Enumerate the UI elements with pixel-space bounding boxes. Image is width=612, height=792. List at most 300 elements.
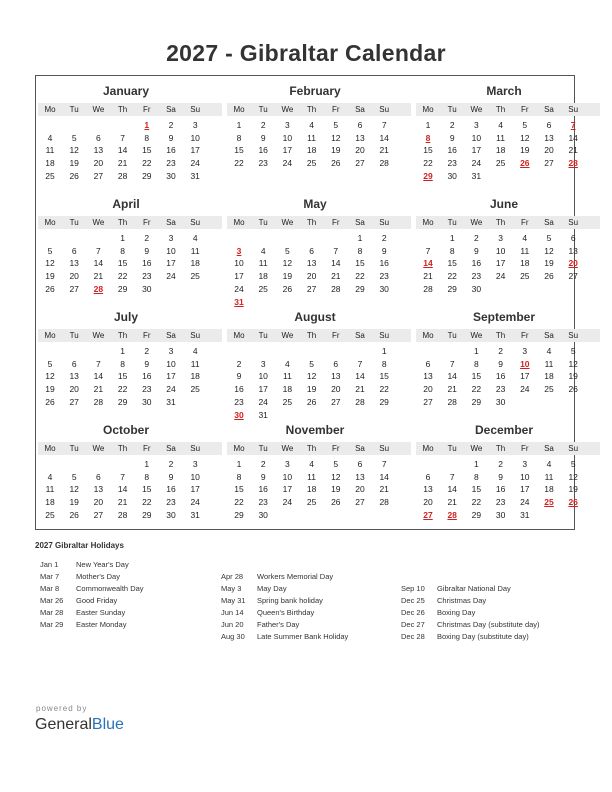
day-cell[interactable]: 6 xyxy=(96,471,101,482)
day-cell[interactable]: 9 xyxy=(260,471,266,482)
day-cell[interactable]: 7 xyxy=(381,459,387,469)
day-cell[interactable]: 20 xyxy=(355,145,365,156)
day-cell[interactable]: 29 xyxy=(379,396,389,407)
day-cell[interactable]: 31 xyxy=(471,170,482,181)
day-cell[interactable]: 24 xyxy=(166,384,176,395)
day-cell[interactable]: 7 xyxy=(120,132,125,143)
holiday-day-cell[interactable]: 20 xyxy=(568,258,578,269)
day-cell[interactable]: 23 xyxy=(166,158,176,169)
day-cell[interactable]: 1 xyxy=(425,120,431,130)
day-cell[interactable]: 3 xyxy=(192,459,198,469)
day-cell[interactable]: 18 xyxy=(306,145,317,156)
day-cell[interactable]: 7 xyxy=(357,358,363,369)
day-cell[interactable]: 12 xyxy=(520,132,530,143)
day-cell[interactable]: 27 xyxy=(544,158,554,169)
day-cell[interactable]: 5 xyxy=(47,358,53,369)
day-cell[interactable]: 14 xyxy=(331,258,341,269)
day-cell[interactable]: 16 xyxy=(379,258,389,269)
day-cell[interactable]: 10 xyxy=(190,471,200,482)
day-cell[interactable]: 2 xyxy=(474,233,479,243)
day-cell[interactable]: 22 xyxy=(142,497,152,508)
day-cell[interactable]: 3 xyxy=(168,346,174,356)
day-cell[interactable]: 16 xyxy=(258,484,268,495)
day-cell[interactable]: 17 xyxy=(166,371,176,382)
day-cell[interactable]: 14 xyxy=(117,145,128,156)
day-cell[interactable]: 18 xyxy=(544,371,554,382)
day-cell[interactable]: 27 xyxy=(331,396,341,407)
day-cell[interactable]: 1 xyxy=(236,459,242,469)
day-cell[interactable]: 12 xyxy=(331,132,341,143)
day-cell[interactable]: 21 xyxy=(568,145,578,156)
day-cell[interactable]: 23 xyxy=(166,497,176,508)
day-cell[interactable]: 20 xyxy=(69,271,79,282)
day-cell[interactable]: 24 xyxy=(282,158,293,169)
day-cell[interactable]: 8 xyxy=(357,245,363,256)
day-cell[interactable]: 11 xyxy=(282,371,292,382)
day-cell[interactable]: 18 xyxy=(190,371,200,382)
day-cell[interactable]: 15 xyxy=(117,371,128,382)
day-cell[interactable]: 17 xyxy=(471,145,482,156)
day-cell[interactable]: 6 xyxy=(333,358,339,369)
day-cell[interactable]: 18 xyxy=(190,258,200,269)
day-cell[interactable]: 22 xyxy=(447,271,457,282)
day-cell[interactable]: 1 xyxy=(449,233,455,243)
day-cell[interactable]: 24 xyxy=(234,283,244,294)
day-cell[interactable]: 20 xyxy=(544,145,554,156)
day-cell[interactable]: 5 xyxy=(309,358,314,369)
day-cell[interactable]: 12 xyxy=(282,258,293,269)
day-cell[interactable]: 21 xyxy=(379,484,389,495)
day-cell[interactable]: 3 xyxy=(285,120,290,130)
day-cell[interactable]: 12 xyxy=(331,471,341,482)
day-cell[interactable]: 2 xyxy=(498,459,503,469)
day-cell[interactable]: 10 xyxy=(166,358,176,369)
day-cell[interactable]: 22 xyxy=(117,384,128,395)
day-cell[interactable]: 13 xyxy=(355,132,365,143)
day-cell[interactable]: 16 xyxy=(447,145,457,156)
day-cell[interactable]: 4 xyxy=(47,132,53,143)
day-cell[interactable]: 13 xyxy=(69,258,79,269)
holiday-day-cell[interactable]: 27 xyxy=(423,509,433,520)
day-cell[interactable]: 6 xyxy=(357,459,363,469)
day-cell[interactable]: 18 xyxy=(282,384,293,395)
day-cell[interactable]: 27 xyxy=(355,158,365,169)
day-cell[interactable]: 3 xyxy=(260,358,266,369)
day-cell[interactable]: 25 xyxy=(520,271,530,282)
day-cell[interactable]: 6 xyxy=(309,245,314,256)
holiday-day-cell[interactable]: 29 xyxy=(423,170,433,181)
day-cell[interactable]: 28 xyxy=(331,283,341,294)
day-cell[interactable]: 17 xyxy=(520,484,530,495)
holiday-day-cell[interactable]: 25 xyxy=(544,497,554,508)
day-cell[interactable]: 31 xyxy=(190,509,200,520)
day-cell[interactable]: 8 xyxy=(236,471,242,482)
day-cell[interactable]: 26 xyxy=(331,158,341,169)
day-cell[interactable]: 23 xyxy=(471,271,482,282)
day-cell[interactable]: 11 xyxy=(544,471,554,482)
day-cell[interactable]: 18 xyxy=(45,158,55,169)
day-cell[interactable]: 6 xyxy=(71,358,77,369)
holiday-day-cell[interactable]: 1 xyxy=(144,120,150,130)
day-cell[interactable]: 20 xyxy=(355,484,365,495)
day-cell[interactable]: 26 xyxy=(282,283,293,294)
day-cell[interactable]: 5 xyxy=(47,245,53,256)
day-cell[interactable]: 10 xyxy=(234,258,244,269)
day-cell[interactable]: 3 xyxy=(192,120,198,130)
day-cell[interactable]: 31 xyxy=(190,170,200,181)
day-cell[interactable]: 24 xyxy=(520,384,530,395)
day-cell[interactable]: 9 xyxy=(144,358,150,369)
day-cell[interactable]: 15 xyxy=(234,145,244,156)
day-cell[interactable]: 13 xyxy=(544,132,554,143)
day-cell[interactable]: 16 xyxy=(234,384,244,395)
day-cell[interactable]: 29 xyxy=(142,509,152,520)
day-cell[interactable]: 5 xyxy=(522,120,528,130)
day-cell[interactable]: 1 xyxy=(120,346,125,356)
day-cell[interactable]: 14 xyxy=(447,484,457,495)
day-cell[interactable]: 30 xyxy=(258,509,268,520)
day-cell[interactable]: 29 xyxy=(471,509,482,520)
day-cell[interactable]: 21 xyxy=(447,384,457,395)
day-cell[interactable]: 28 xyxy=(447,396,457,407)
day-cell[interactable]: 11 xyxy=(45,484,55,495)
day-cell[interactable]: 19 xyxy=(282,271,293,282)
day-cell[interactable]: 23 xyxy=(258,497,268,508)
day-cell[interactable]: 20 xyxy=(93,497,104,508)
day-cell[interactable]: 24 xyxy=(258,396,268,407)
day-cell[interactable]: 25 xyxy=(282,396,293,407)
day-cell[interactable]: 8 xyxy=(381,358,387,369)
day-cell[interactable]: 15 xyxy=(471,484,482,495)
day-cell[interactable]: 13 xyxy=(423,371,433,382)
day-cell[interactable]: 15 xyxy=(471,371,482,382)
day-cell[interactable]: 20 xyxy=(93,158,104,169)
day-cell[interactable]: 14 xyxy=(355,371,365,382)
day-cell[interactable]: 12 xyxy=(69,484,79,495)
day-cell[interactable]: 26 xyxy=(306,396,317,407)
day-cell[interactable]: 29 xyxy=(117,396,128,407)
holiday-day-cell[interactable]: 30 xyxy=(234,409,244,420)
day-cell[interactable]: 19 xyxy=(568,371,578,382)
day-cell[interactable]: 10 xyxy=(258,371,268,382)
day-cell[interactable]: 7 xyxy=(333,245,339,256)
day-cell[interactable]: 17 xyxy=(166,258,176,269)
day-cell[interactable]: 30 xyxy=(379,283,389,294)
day-cell[interactable]: 5 xyxy=(333,459,339,469)
day-cell[interactable]: 10 xyxy=(166,245,176,256)
day-cell[interactable]: 18 xyxy=(544,484,554,495)
day-cell[interactable]: 3 xyxy=(474,120,479,130)
day-cell[interactable]: 24 xyxy=(282,497,293,508)
day-cell[interactable]: 14 xyxy=(379,471,389,482)
day-cell[interactable]: 11 xyxy=(190,358,200,369)
day-cell[interactable]: 7 xyxy=(425,245,431,256)
day-cell[interactable]: 27 xyxy=(93,509,104,520)
day-cell[interactable]: 27 xyxy=(568,271,578,282)
day-cell[interactable]: 18 xyxy=(495,145,506,156)
day-cell[interactable]: 17 xyxy=(258,384,268,395)
day-cell[interactable]: 12 xyxy=(568,471,578,482)
day-cell[interactable]: 10 xyxy=(282,132,293,143)
day-cell[interactable]: 5 xyxy=(71,471,77,482)
day-cell[interactable]: 4 xyxy=(285,358,290,369)
day-cell[interactable]: 9 xyxy=(474,245,479,256)
day-cell[interactable]: 29 xyxy=(471,396,482,407)
day-cell[interactable]: 5 xyxy=(71,132,77,143)
day-cell[interactable]: 16 xyxy=(495,371,506,382)
day-cell[interactable]: 26 xyxy=(69,509,79,520)
day-cell[interactable]: 26 xyxy=(331,497,341,508)
day-cell[interactable]: 16 xyxy=(142,258,152,269)
day-cell[interactable]: 27 xyxy=(306,283,317,294)
day-cell[interactable]: 26 xyxy=(568,384,578,395)
day-cell[interactable]: 12 xyxy=(69,145,79,156)
holiday-day-cell[interactable]: 10 xyxy=(520,358,530,369)
day-cell[interactable]: 11 xyxy=(520,245,530,256)
day-cell[interactable]: 11 xyxy=(307,471,316,482)
day-cell[interactable]: 9 xyxy=(236,371,242,382)
day-cell[interactable]: 30 xyxy=(495,509,506,520)
holiday-day-cell[interactable]: 28 xyxy=(447,509,457,520)
day-cell[interactable]: 16 xyxy=(166,145,176,156)
day-cell[interactable]: 30 xyxy=(142,283,152,294)
day-cell[interactable]: 6 xyxy=(96,132,101,143)
day-cell[interactable]: 2 xyxy=(260,120,266,130)
holiday-day-cell[interactable]: 28 xyxy=(568,158,578,169)
day-cell[interactable]: 31 xyxy=(520,509,530,520)
day-cell[interactable]: 4 xyxy=(47,471,53,482)
day-cell[interactable]: 23 xyxy=(258,158,268,169)
day-cell[interactable]: 7 xyxy=(96,358,101,369)
day-cell[interactable]: 6 xyxy=(570,233,576,243)
day-cell[interactable]: 25 xyxy=(544,384,554,395)
day-cell[interactable]: 13 xyxy=(568,245,578,256)
day-cell[interactable]: 13 xyxy=(69,371,79,382)
day-cell[interactable]: 9 xyxy=(144,245,150,256)
day-cell[interactable]: 23 xyxy=(142,384,152,395)
day-cell[interactable]: 21 xyxy=(331,271,341,282)
day-cell[interactable]: 8 xyxy=(449,245,455,256)
day-cell[interactable]: 19 xyxy=(544,258,554,269)
day-cell[interactable]: 19 xyxy=(45,271,55,282)
day-cell[interactable]: 29 xyxy=(142,170,152,181)
day-cell[interactable]: 29 xyxy=(117,283,128,294)
day-cell[interactable]: 21 xyxy=(117,158,128,169)
day-cell[interactable]: 13 xyxy=(331,371,341,382)
day-cell[interactable]: 14 xyxy=(379,132,389,143)
day-cell[interactable]: 26 xyxy=(69,170,79,181)
day-cell[interactable]: 24 xyxy=(190,497,200,508)
day-cell[interactable]: 15 xyxy=(447,258,457,269)
day-cell[interactable]: 11 xyxy=(190,245,200,256)
day-cell[interactable]: 14 xyxy=(568,132,578,143)
brand-logo[interactable] xyxy=(35,716,124,734)
day-cell[interactable]: 5 xyxy=(285,245,290,256)
day-cell[interactable]: 10 xyxy=(282,471,293,482)
day-cell[interactable]: 21 xyxy=(447,497,457,508)
day-cell[interactable]: 10 xyxy=(520,471,530,482)
day-cell[interactable]: 24 xyxy=(520,497,530,508)
day-cell[interactable]: 21 xyxy=(355,384,365,395)
day-cell[interactable]: 9 xyxy=(498,471,503,482)
day-cell[interactable]: 3 xyxy=(285,459,290,469)
day-cell[interactable]: 1 xyxy=(144,459,150,469)
day-cell[interactable]: 22 xyxy=(117,271,128,282)
day-cell[interactable]: 20 xyxy=(69,384,79,395)
holiday-day-cell[interactable]: 31 xyxy=(234,296,244,307)
day-cell[interactable]: 19 xyxy=(568,484,578,495)
day-cell[interactable]: 24 xyxy=(495,271,506,282)
day-cell[interactable]: 21 xyxy=(379,145,389,156)
day-cell[interactable]: 17 xyxy=(234,271,244,282)
day-cell[interactable]: 11 xyxy=(544,358,554,369)
day-cell[interactable]: 19 xyxy=(69,497,79,508)
day-cell[interactable]: 9 xyxy=(381,245,387,256)
day-cell[interactable]: 8 xyxy=(144,471,150,482)
day-cell[interactable]: 20 xyxy=(306,271,317,282)
day-cell[interactable]: 23 xyxy=(495,497,506,508)
day-cell[interactable]: 25 xyxy=(306,497,317,508)
day-cell[interactable]: 21 xyxy=(423,271,433,282)
day-cell[interactable]: 4 xyxy=(309,120,314,130)
day-cell[interactable]: 5 xyxy=(570,346,576,356)
day-cell[interactable]: 11 xyxy=(496,132,505,143)
day-cell[interactable]: 4 xyxy=(546,459,552,469)
day-cell[interactable]: 16 xyxy=(166,484,176,495)
day-cell[interactable]: 21 xyxy=(117,497,128,508)
day-cell[interactable]: 19 xyxy=(520,145,530,156)
day-cell[interactable]: 8 xyxy=(474,358,479,369)
day-cell[interactable]: 2 xyxy=(236,358,242,369)
day-cell[interactable]: 29 xyxy=(234,509,244,520)
day-cell[interactable]: 17 xyxy=(520,371,530,382)
day-cell[interactable]: 30 xyxy=(166,170,176,181)
day-cell[interactable]: 4 xyxy=(192,346,198,356)
day-cell[interactable]: 15 xyxy=(355,258,365,269)
day-cell[interactable]: 22 xyxy=(142,158,152,169)
day-cell[interactable]: 18 xyxy=(258,271,268,282)
day-cell[interactable]: 12 xyxy=(568,358,578,369)
day-cell[interactable]: 30 xyxy=(142,396,152,407)
day-cell[interactable]: 4 xyxy=(546,346,552,356)
day-cell[interactable]: 27 xyxy=(355,497,365,508)
day-cell[interactable]: 28 xyxy=(355,396,365,407)
day-cell[interactable]: 2 xyxy=(381,233,387,243)
day-cell[interactable]: 2 xyxy=(168,459,174,469)
day-cell[interactable]: 1 xyxy=(474,459,479,469)
day-cell[interactable]: 23 xyxy=(379,271,389,282)
day-cell[interactable]: 6 xyxy=(425,358,431,369)
day-cell[interactable]: 19 xyxy=(69,158,79,169)
day-cell[interactable]: 10 xyxy=(495,245,506,256)
day-cell[interactable]: 30 xyxy=(471,283,482,294)
day-cell[interactable]: 31 xyxy=(258,409,268,420)
day-cell[interactable]: 27 xyxy=(69,396,79,407)
day-cell[interactable]: 17 xyxy=(495,258,506,269)
day-cell[interactable]: 25 xyxy=(190,271,200,282)
day-cell[interactable]: 11 xyxy=(258,258,268,269)
day-cell[interactable]: 14 xyxy=(447,371,457,382)
day-cell[interactable]: 11 xyxy=(45,145,55,156)
day-cell[interactable]: 6 xyxy=(357,120,363,130)
day-cell[interactable]: 25 xyxy=(495,158,506,169)
day-cell[interactable]: 27 xyxy=(69,283,79,294)
day-cell[interactable]: 19 xyxy=(331,484,341,495)
day-cell[interactable]: 25 xyxy=(258,283,268,294)
day-cell[interactable]: 28 xyxy=(379,158,389,169)
day-cell[interactable]: 7 xyxy=(96,245,101,256)
day-cell[interactable]: 15 xyxy=(117,258,128,269)
day-cell[interactable]: 28 xyxy=(423,283,433,294)
day-cell[interactable]: 22 xyxy=(423,158,433,169)
day-cell[interactable]: 20 xyxy=(331,384,341,395)
day-cell[interactable]: 21 xyxy=(93,384,104,395)
day-cell[interactable]: 13 xyxy=(306,258,317,269)
day-cell[interactable]: 12 xyxy=(306,371,317,382)
day-cell[interactable]: 17 xyxy=(282,484,293,495)
day-cell[interactable]: 4 xyxy=(309,459,314,469)
holiday-day-cell[interactable]: 7 xyxy=(570,120,576,130)
day-cell[interactable]: 28 xyxy=(379,497,389,508)
holiday-day-cell[interactable]: 8 xyxy=(425,132,431,143)
day-cell[interactable]: 7 xyxy=(120,471,125,482)
day-cell[interactable]: 13 xyxy=(93,484,104,495)
day-cell[interactable]: 19 xyxy=(331,145,341,156)
day-cell[interactable]: 25 xyxy=(45,509,55,520)
day-cell[interactable]: 1 xyxy=(381,346,387,356)
day-cell[interactable]: 10 xyxy=(471,132,482,143)
day-cell[interactable]: 26 xyxy=(45,396,55,407)
day-cell[interactable]: 23 xyxy=(234,396,244,407)
day-cell[interactable]: 12 xyxy=(45,258,55,269)
day-cell[interactable]: 28 xyxy=(93,396,104,407)
day-cell[interactable]: 22 xyxy=(234,158,244,169)
day-cell[interactable]: 22 xyxy=(471,497,482,508)
day-cell[interactable]: 9 xyxy=(260,132,266,143)
day-cell[interactable]: 1 xyxy=(474,346,479,356)
day-cell[interactable]: 23 xyxy=(142,271,152,282)
day-cell[interactable]: 24 xyxy=(166,271,176,282)
day-cell[interactable]: 12 xyxy=(45,371,55,382)
holiday-day-cell[interactable]: 14 xyxy=(423,258,433,269)
day-cell[interactable]: 18 xyxy=(45,497,55,508)
day-cell[interactable]: 9 xyxy=(168,471,174,482)
day-cell[interactable]: 13 xyxy=(355,471,365,482)
day-cell[interactable]: 8 xyxy=(236,132,242,143)
day-cell[interactable]: 22 xyxy=(471,384,482,395)
day-cell[interactable]: 28 xyxy=(117,170,128,181)
day-cell[interactable]: 9 xyxy=(498,358,503,369)
day-cell[interactable]: 17 xyxy=(282,145,293,156)
day-cell[interactable]: 4 xyxy=(522,233,528,243)
day-cell[interactable]: 5 xyxy=(570,459,576,469)
holiday-day-cell[interactable]: 26 xyxy=(568,497,578,508)
day-cell[interactable]: 29 xyxy=(447,283,457,294)
day-cell[interactable]: 4 xyxy=(192,233,198,243)
day-cell[interactable]: 14 xyxy=(117,484,128,495)
day-cell[interactable]: 14 xyxy=(93,371,104,382)
day-cell[interactable]: 24 xyxy=(190,158,200,169)
day-cell[interactable]: 1 xyxy=(357,233,363,243)
day-cell[interactable]: 21 xyxy=(93,271,104,282)
day-cell[interactable]: 7 xyxy=(449,471,455,482)
day-cell[interactable]: 13 xyxy=(423,484,433,495)
day-cell[interactable]: 6 xyxy=(546,120,552,130)
day-cell[interactable]: 16 xyxy=(142,371,152,382)
day-cell[interactable]: 9 xyxy=(449,132,455,143)
day-cell[interactable]: 2 xyxy=(449,120,455,130)
day-cell[interactable]: 16 xyxy=(258,145,268,156)
